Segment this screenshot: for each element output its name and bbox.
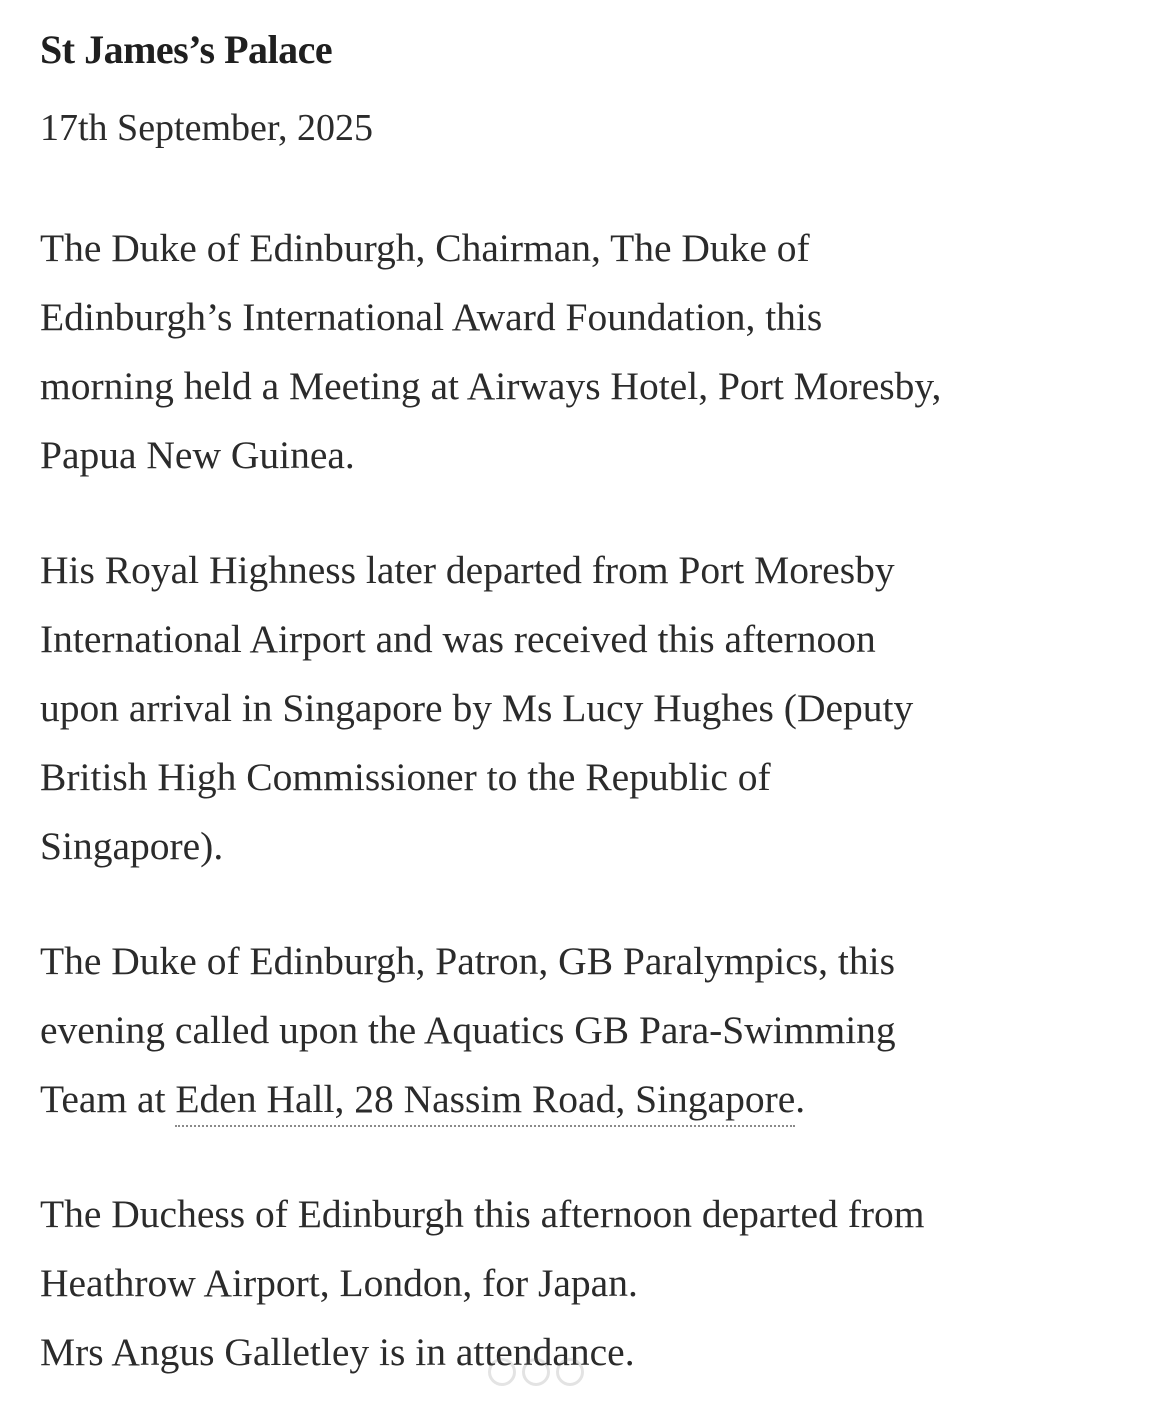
text-line: The Duke of Edinburgh, Chairman, The Duke of — [40, 226, 810, 270]
text-line: Singapore). — [40, 824, 224, 868]
text-line: evening called upon the Aquatics GB Para-Swimming — [40, 1008, 896, 1052]
text-line: upon arrival in Singapore by Ms Lucy Hughes (Deputy — [40, 686, 914, 730]
paragraph-departure — [40, 536, 1130, 881]
text-line: Edinburgh’s International Award Foundation, this — [40, 295, 823, 339]
watermark-dot — [488, 1358, 516, 1386]
place-heading: St James’s Palace — [40, 27, 333, 72]
watermark-dot — [556, 1358, 584, 1386]
address-link[interactable]: Eden Hall, 28 Nassim Road, Singapore — [175, 1077, 795, 1127]
paragraph-meeting — [40, 214, 1130, 490]
text-line: Papua New Guinea. — [40, 433, 355, 477]
date-line: 17th September, 2025 — [40, 107, 374, 149]
text-line: International Airport and was received this afternoon — [40, 617, 876, 661]
text-line: The Duke of Edinburgh, Patron, GB Paralympics, this — [40, 939, 895, 983]
paragraph-paralympics — [40, 927, 1130, 1134]
text-line: Mrs Angus Galletley is in attendance. — [40, 1330, 635, 1374]
text-line-with-link — [40, 1065, 1130, 1134]
text-line: British High Commissioner to the Republic of — [40, 755, 771, 799]
watermark-icon — [488, 1358, 584, 1386]
text-line: Heathrow Airport, London, for Japan. — [40, 1261, 638, 1305]
text-line: The Duchess of Edinburgh this afternoon departed from — [40, 1192, 925, 1236]
text-line: morning held a Meeting at Airways Hotel, Port Moresby, — [40, 364, 942, 408]
article — [40, 24, 1130, 1387]
text-fragment: Team at — [40, 1077, 176, 1121]
watermark-dot — [522, 1358, 550, 1386]
paragraph-duchess — [40, 1180, 1130, 1387]
text-line: His Royal Highness later departed from Port Moresby — [40, 548, 895, 592]
text-fragment: . — [795, 1077, 806, 1121]
